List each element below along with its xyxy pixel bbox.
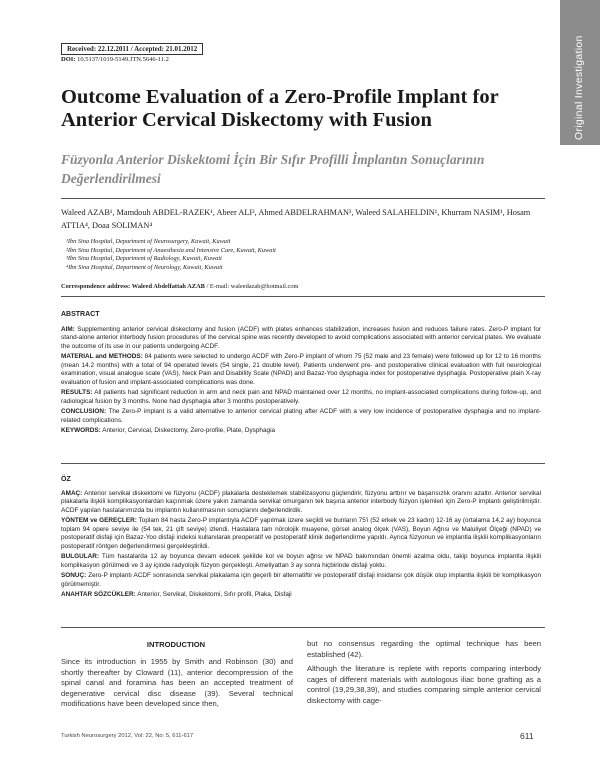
- affiliation-item: ²Ibn Sina Hospital, Department of Anaesthesia and Intensive Care, Kuwait, Kuwait: [66, 246, 276, 254]
- introduction-paragraph: but no consensus regarding the optimal technique has been established (42).: [307, 639, 541, 659]
- introduction-right-column: [307, 639, 541, 707]
- divider: [61, 296, 545, 297]
- oz-keywords: ANAHTAR SÖZCÜKLER: Anterior, Servikal, Diskektomi, Sıfır profil, Plaka, Disfaji: [61, 591, 292, 599]
- abstract-heading: ABSTRACT: [61, 311, 100, 318]
- page-number: 611: [520, 731, 534, 741]
- doi-value: 10.5137/1019-5149.JTN.5646-11.2: [77, 56, 169, 63]
- affiliation-item: ¹Ibn Sina Hospital, Department of Neurosurgery, Kuwait, Kuwait: [66, 238, 231, 245]
- correspondence-email: / E-mail: waleedazab@hotmail.com: [206, 283, 299, 290]
- abstract-body: [61, 326, 541, 438]
- oz-heading: ÖZ: [61, 476, 71, 483]
- affiliations: [66, 238, 276, 273]
- received-accepted-dates: Received: 22.12.2011 / Accepted: 21.01.2012: [61, 43, 203, 55]
- doi-line: [61, 56, 169, 63]
- section-tab-label: Original Investigation: [573, 35, 585, 140]
- abstract-paragraph: RESULTS: All patients had significant reduction in arm and neck pain and NPAD maintained over 12 months, no implant-associated complications during follow-up, and radiological fusion by 3 months. None had dysphagia after 3 months postoperatively.: [61, 389, 541, 405]
- introduction-paragraph: Although the literature is replete with reports comparing interbody cages of different materials with autologous iliac bone grafting as a control (19,29,38,39), and studies comparing simple anterior cervical diskectomy with cage-: [307, 664, 541, 705]
- affiliation-item: ⁴Ibn Sina Hospital, Department of Neurology, Kuwait, Kuwait: [66, 264, 223, 272]
- introduction-left-column: [61, 657, 293, 710]
- introduction-paragraph: Since its introduction in 1955 by Smith and Robinson (30) and shortly thereafter by Cloward (11), anterior decompression of the spinal canal and foramina has been an accepted treatment of degenerative cervical disc disease (39). Several technical modifications have been developed since then,: [61, 657, 293, 709]
- oz-body: [61, 490, 541, 602]
- oz-paragraph: BULGULAR: Tüm hastalarda 12 ay boyunca devam edecek şekilde kol ve boyun ağrısı ve NPAD bakımından önemli azalma oldu, takip boyunca implantla ilişkili komplikasyon görülmedi ve 3 ay içinde radyolojik füzyon gerçekleşti. Ameliyattan 3 ay sonra hiçbirinde disfaji yoktu.: [61, 553, 541, 569]
- journal-citation: Turkish Neurosurgery 2012, Vol: 22, No: 5, 611-617: [61, 733, 194, 739]
- divider: [61, 463, 545, 464]
- article-title: Outcome Evaluation of a Zero-Profile Implant for Anterior Cervical Diskectomy with Fusion: [61, 86, 499, 131]
- section-tab: [560, 0, 600, 145]
- correspondence-address: [61, 283, 299, 290]
- divider: [61, 627, 545, 628]
- oz-paragraph: YÖNTEM ve GEREÇLER: Toplam 84 hasta Zero-P implantıyla ACDF yapılmak üzere seçildi ve bunların 75'i (52 erkek ve 23 kadın) 12-16 ay (ortalama 14,2 ay) boyunca toplam 94 opere seviye ile (54 tek, 21 çift seviye) izlendi. Hastalara tam nörolojik muayene, görsel analog ölçek (VAS), Boyun Ağrısı ve Maluliyet Ölçeği (NPAD) ve postoperatif disfaji için Bazaz-Yoo disfaji indeksi kullanılarak preoperatif ve postoperatif klinik değerlendirme yapıldı. Ayrıca füzyonun ve implantla ilişkili komplikasyonların postoperatif röntgen değerlendirmesi gerçekleştirildi.: [61, 517, 541, 550]
- affiliation-item: ³Ibn Sina Hospital, Department of Radiology, Kuwait, Kuwait: [66, 255, 222, 263]
- abstract-paragraph: AIM: Supplementing anterior cervical diskectomy and fusion (ACDF) with plates enhances stabilization, increases fusion and reduces failure rates. Zero-P implant for stand-alone anterior interbody fusion procedures of the cervical spine was recently developed to avoid complications associated with anterior cervical plates. We evaluate the outcome of its use in our patients undergoing ACDF.: [61, 326, 541, 350]
- oz-paragraph: AMAÇ: Anterior servikal diskektomi ve füzyonu (ACDF) plakalarla desteklemek stabilizasyonu güçlendirir, füzyonu arttırır ve başarısızlık oranını azaltır. Anterior servikal plakalarla ilişkili komplikasyonlardan kaçınmak üzere yakın zamanda servikal omurganın tek başına anterior interbody füzyon işlemleri için Zero-P implantı geliştirilmiştir. ACDF yapılan hastalarımızda bu implantın kullanılmasının sonuçlarını değerlendirdik.: [61, 490, 541, 514]
- abstract-paragraph: CONCLUSION: The Zero-P implant is a valid alternative to anterior cervical plating after ACDF with a very low incidence of postoperative dysphagia and no implant-related complications.: [61, 408, 541, 424]
- abstract-paragraph: MATERIAL and METHODS: 84 patients were selected to undergo ACDF with Zero-P implant of whom 75 (52 male and 23 female) were followed up for 12 to 16 months (mean 14.2 months) with a total of 94 operated levels (54 single, 21 double level). Patients underwent pre- and postoperative clinical evaluation with full neurological examination, visual analogue scale (VAS), Neck Pain and Disability Scale (NPAD) and Bazaz-Yoo dysphagia index for postoperative dysphagia. Postoperative plain X-ray evaluation of fusion and implant-associated complications was done.: [61, 353, 542, 386]
- correspondence-name: Waleed Abdelfattah AZAB: [131, 283, 205, 290]
- oz-paragraph: SONUÇ: Zero-P implantı ACDF sonrasında servikal plakalama için geçerli bir alternatiftir ve postoperatif disfaji insidansı çok düşük olup implantla ilişkili bir komplikasyon görülmemiştir.: [61, 572, 541, 588]
- article-subtitle-turkish: Füzyonla Anterior Diskektomi İçin Bir Sıfır Profilli İmplantın Sonuçlarının Değerlendirilmesi: [61, 152, 485, 186]
- divider: [61, 198, 545, 199]
- abstract-keywords: KEYWORDS: Anterior, Cervical, Diskectomy, Zero-profile, Plate, Dysphagia: [61, 427, 276, 435]
- introduction-heading: INTRODUCTION: [146, 640, 206, 649]
- author-list: Waleed AZAB¹, Mamdouh ABDEL-RAZEK¹, Abeer ALI², Ahmed ABDELRAHMAN³, Waleed SALAHELDIN¹, Khurram NASIM¹, Hosam ATTIA⁴, Doaa SOLIMAN⁴: [61, 208, 531, 230]
- doi-label: DOI:: [61, 56, 76, 63]
- correspondence-label: Correspondence address:: [61, 283, 131, 290]
